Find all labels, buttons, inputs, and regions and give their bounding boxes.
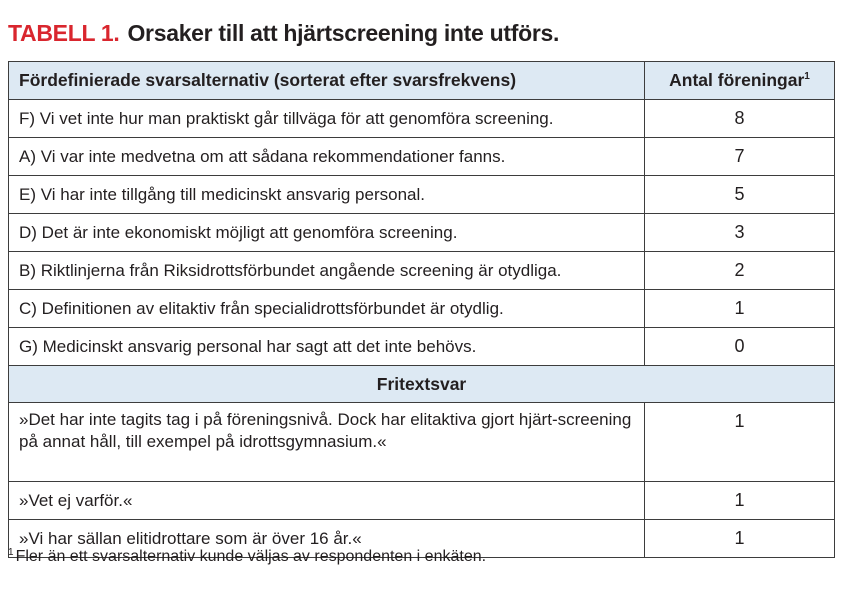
section-header-row — [9, 366, 835, 403]
row-reason: G) Medicinskt ansvarig personal har sagt att det inte behövs. — [9, 328, 645, 366]
row-reason: A) Vi var inte medvetna om att sådana rekommendationer fanns. — [9, 138, 645, 176]
footnote-marker: 1 — [8, 546, 14, 558]
header-count-label: Antal föreningar — [669, 70, 805, 90]
table-row — [9, 214, 835, 252]
row-count: 1 — [645, 403, 835, 482]
table-row — [9, 100, 835, 138]
row-count: 1 — [645, 520, 835, 558]
row-reason: D) Det är inte ekonomiskt möjligt att genomföra screening. — [9, 214, 645, 252]
row-count: 3 — [645, 214, 835, 252]
table-row — [9, 138, 835, 176]
table-title — [8, 14, 559, 52]
table-row — [9, 252, 835, 290]
row-reason: F) Vi vet inte hur man praktiskt går tillväga för att genomföra screening. — [9, 100, 645, 138]
row-count: 8 — [645, 100, 835, 138]
table-header-row — [9, 62, 835, 100]
table-row — [9, 482, 835, 520]
header-count — [645, 62, 835, 100]
row-reason: E) Vi har inte tillgång till medicinskt ansvarig personal. — [9, 176, 645, 214]
table-caption: Orsaker till att hjärtscreening inte utförs. — [127, 20, 560, 46]
free-text-reason: »Vi har sällan elitidrottare som är över 16 år.« — [9, 520, 645, 558]
row-count: 0 — [645, 328, 835, 366]
header-footnote-marker: 1 — [804, 71, 810, 83]
table-row — [9, 290, 835, 328]
table-number-label: TABELL 1. — [8, 20, 120, 46]
row-reason: B) Riktlinjerna från Riksidrottsförbundet angående screening är otydliga. — [9, 252, 645, 290]
free-text-reason: »Vet ej varför.« — [9, 482, 645, 520]
row-reason: C) Definitionen av elitaktiv från specialidrottsförbundet är otydlig. — [9, 290, 645, 328]
row-count: 7 — [645, 138, 835, 176]
reasons-table — [8, 61, 835, 558]
row-count: 5 — [645, 176, 835, 214]
footnote — [8, 548, 486, 566]
section-free-text-label: Fritextsvar — [9, 366, 835, 403]
row-count: 1 — [645, 482, 835, 520]
row-count: 2 — [645, 252, 835, 290]
table-row — [9, 328, 835, 366]
table-row — [9, 403, 835, 482]
free-text-reason: »Det har inte tagits tag i på föreningsnivå. Dock har elitaktiva gjort hjärt-screening på annat håll, till exempel på idrottsgymnasium.« — [9, 403, 645, 482]
header-answer-options: Fördefinierade svarsalternativ (sorterat efter svarsfrekvens) — [9, 62, 645, 100]
row-count: 1 — [645, 290, 835, 328]
footnote-text: Fler än ett svarsalternativ kunde väljas av respondenten i enkäten. — [15, 548, 487, 565]
table-row — [9, 176, 835, 214]
